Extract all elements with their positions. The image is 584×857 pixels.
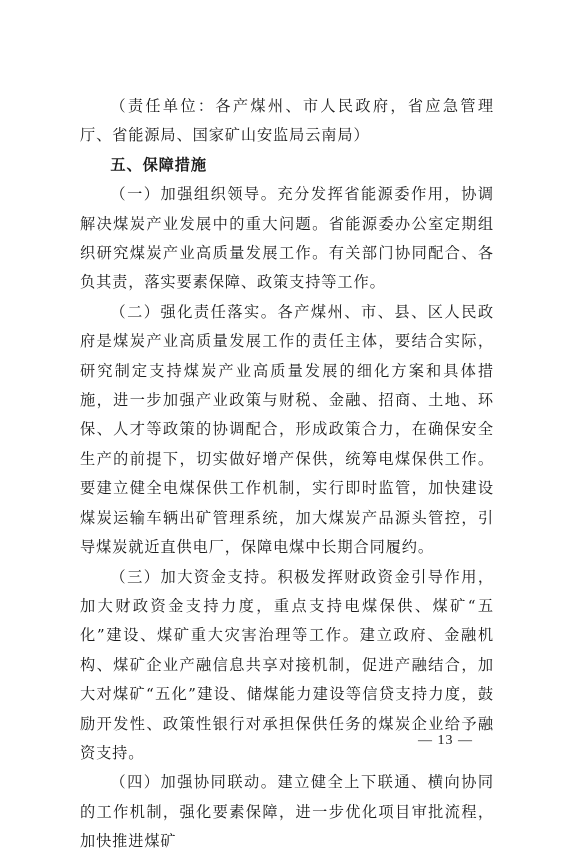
paragraph-1	[80, 180, 494, 298]
paragraph-4-lead: （四）加强协同联动。	[110, 773, 278, 792]
paragraph-2-lead: （二）强化责任落实。	[110, 302, 278, 321]
paragraph-1-body: 充分发挥省能源委作用，协调解决煤炭产业发展中的重大问题。省能源委办公室定期组织研究煤炭产业高质量发展工作。有关部门协同配合、各负其责，落实要素保障、政策支持等工作。	[80, 185, 495, 292]
paragraph-3-lead: （三）加大资金支持。	[110, 567, 278, 586]
paragraph-4-body: 建立健全上下联通、横向协同的工作机制，强化要素保障，进一步优化项目审批流程，加快推进煤矿	[80, 773, 495, 851]
section-heading: 五、保障措施	[110, 155, 207, 174]
responsibility-note: （责任单位：各产煤州、市人民政府，省应急管理厅、省能源局、国家矿山安监局云南局）	[80, 97, 494, 145]
paragraph-2-body: 各产煤州、市、县、区人民政府是煤炭产业高质量发展工作的责任主体，要结合实际，研究制定支持煤炭产业高质量发展的细化方案和具体措施，进一步加强产业政策与财税、金融、招商、土地、环保、人才等政策的协调配合，形成政策合力，在确保安全生产的前提下，切实做好增产保供，统筹电煤保供工作。要建立健全电煤保供工作机制，实行即时监管，加快建设煤炭运输车辆出矿管理系统，加大煤炭产品源头管控，引导煤炭就近直供电厂，保障电煤中长期合同履约。	[80, 302, 495, 557]
paragraph-3-body: 积极发挥财政资金引导作用，加大财政资金支持力度，重点支持电煤保供、煤矿“五化”建设、煤矿重大灾害治理等工作。建立政府、金融机构、煤矿企业产融信息共享对接机制，促进产融结合，加大对煤矿“五化”建设、储煤能力建设等信贷支持力度，鼓励开发性、政策性银行对承担保供任务的煤炭企业给予融资支持。	[80, 567, 495, 762]
page-number: — 13 —	[418, 733, 473, 748]
paragraph-2	[80, 298, 494, 563]
paragraph-1-lead: （一）加强组织领导。	[110, 185, 278, 204]
paragraph-4	[80, 768, 494, 856]
